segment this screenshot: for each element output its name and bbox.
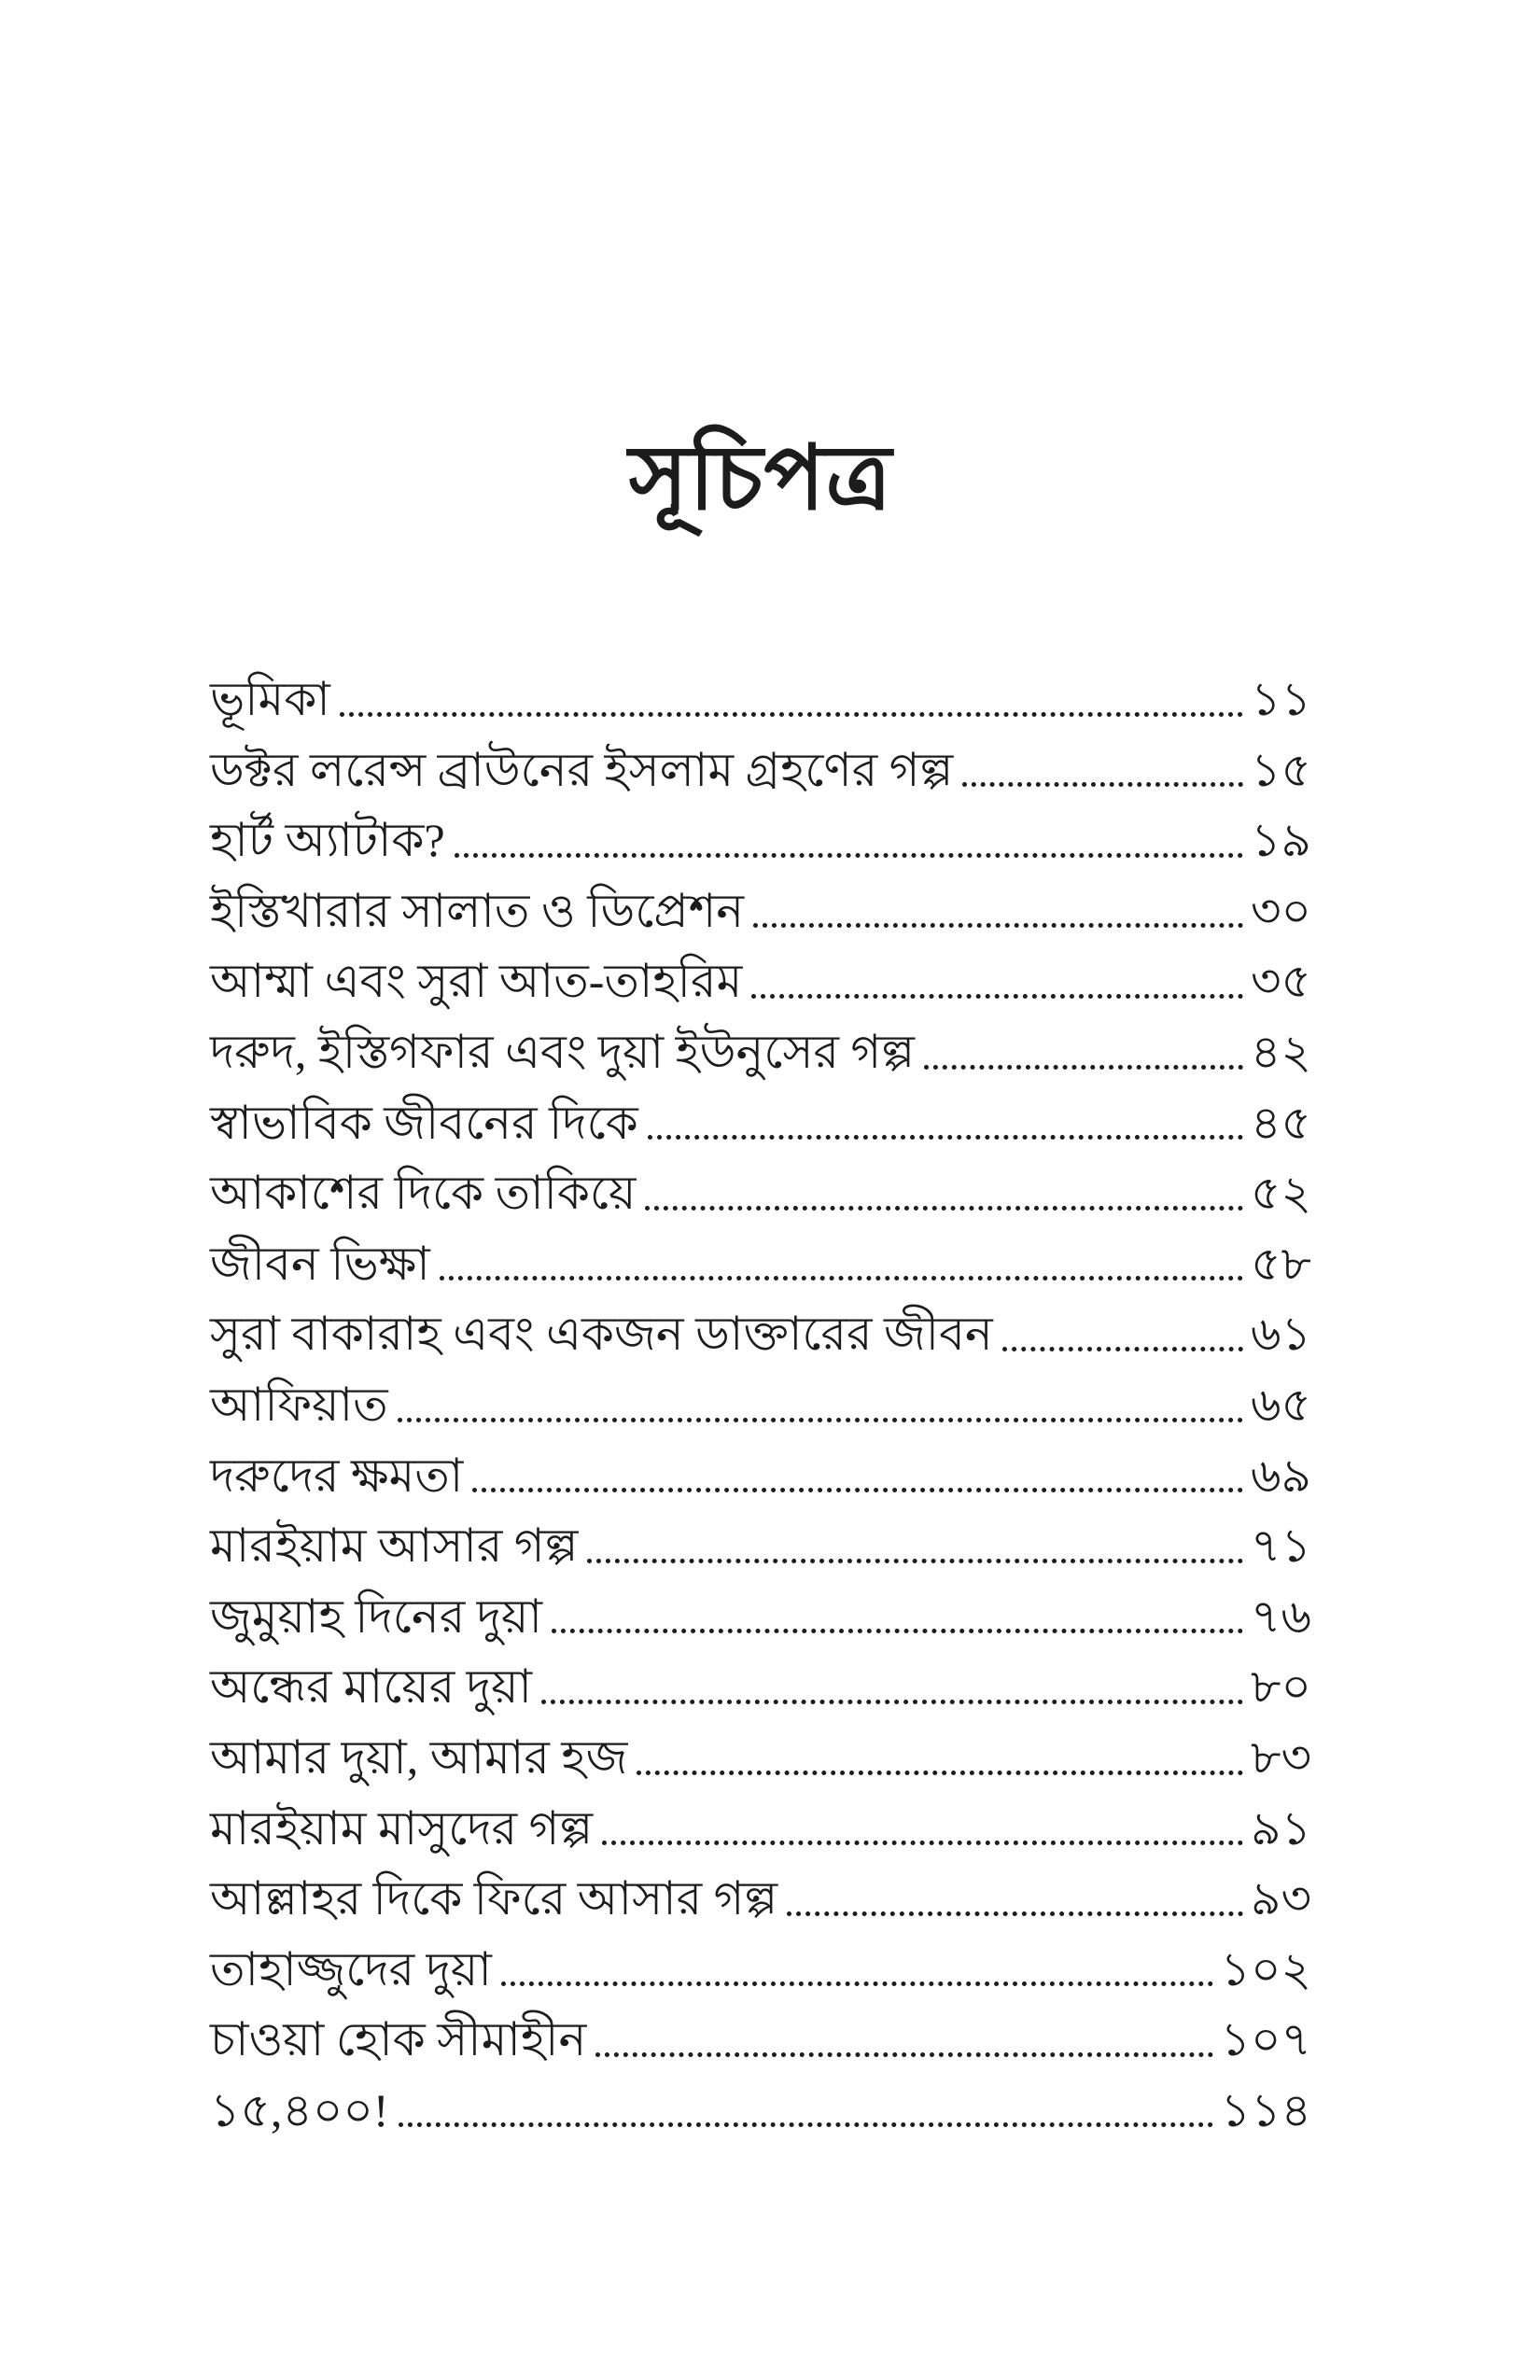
toc-entry-title: আল্লাহর দিকে ফিরে আসার গল্প xyxy=(210,1872,778,1925)
toc-entry-title: অন্ধের মায়ের দুয়া xyxy=(210,1660,533,1714)
toc-entry-title: তাহাজ্জুদের দুয়া xyxy=(210,1942,492,1995)
toc-entry-page-number: ৬৯ xyxy=(1251,1449,1311,1502)
toc-entry xyxy=(210,2065,1311,2135)
toc-entry xyxy=(210,724,1311,795)
dotted-leader xyxy=(455,853,1243,858)
toc-entry-title: ভূমিকা xyxy=(210,673,330,726)
toc-entry-title: আম্মা এবং সুরা আত-তাহরিম xyxy=(210,955,743,1008)
toc-entry-title: ইস্তিখারার সালাত ও ডিপ্রেশন xyxy=(210,884,745,937)
toc-entry-page-number: ৭১ xyxy=(1251,1519,1311,1573)
toc-entry-page-number: ১৯ xyxy=(1251,814,1311,867)
dotted-leader xyxy=(645,1206,1243,1211)
toc-entry xyxy=(210,1500,1311,1571)
toc-entry xyxy=(210,1712,1311,1783)
toc-entry-page-number: ১৫ xyxy=(1251,743,1311,796)
toc-entry-title: চাওয়া হোক সীমাহীন xyxy=(210,2013,587,2066)
toc-entry-title: মারইয়াম মাসুদের গল্প xyxy=(210,1801,594,1855)
toc-entry-page-number: ১১৪ xyxy=(1220,2083,1311,2136)
dotted-leader xyxy=(924,1065,1243,1070)
toc-entry-title: হার্ট অ্যাটাক? xyxy=(210,814,445,867)
toc-entry-page-number: ৬৫ xyxy=(1251,1379,1311,1432)
toc-entry-page-number: ৯৩ xyxy=(1251,1872,1311,1925)
dotted-leader xyxy=(602,1841,1243,1845)
toc-entry xyxy=(210,653,1311,724)
dotted-leader xyxy=(541,1700,1243,1704)
toc-entry-title: দরুদ, ইস্তিগফার এবং দুয়া ইউনুসের গল্প xyxy=(210,1026,915,1079)
toc-entry-title: ১৫,৪০০! xyxy=(210,2083,389,2136)
toc-entry-page-number: ৬১ xyxy=(1251,1308,1311,1361)
toc-entry xyxy=(210,1218,1311,1289)
dotted-leader xyxy=(1002,1347,1243,1351)
toc-entry xyxy=(210,1288,1311,1359)
toc-entry xyxy=(210,935,1311,1006)
toc-entry-page-number: ৭৬ xyxy=(1250,1589,1311,1643)
toc-entry xyxy=(210,1077,1311,1148)
toc-entry-title: স্বাভাবিক জীবনের দিকে xyxy=(210,1096,638,1149)
toc-entry-title: আকাশের দিকে তাকিয়ে xyxy=(210,1167,637,1220)
toc-entry-page-number: ৮৩ xyxy=(1251,1731,1311,1784)
toc-entry-title: আফিয়াত xyxy=(210,1379,388,1432)
toc-entry xyxy=(210,1430,1311,1501)
dotted-leader xyxy=(472,1488,1243,1492)
toc-entry-page-number: ১০৭ xyxy=(1220,2013,1311,2066)
dotted-leader xyxy=(398,1418,1243,1422)
toc-entry-page-number: ৩৫ xyxy=(1251,955,1311,1008)
toc-entry xyxy=(210,1359,1311,1430)
toc-entry xyxy=(210,1924,1311,1995)
toc-entry xyxy=(210,1853,1311,1924)
dotted-leader xyxy=(501,1981,1213,1986)
toc-list xyxy=(210,653,1311,2135)
toc-entry-page-number: ৪২ xyxy=(1251,1026,1311,1079)
toc-entry-page-number: ৩০ xyxy=(1250,884,1311,937)
dotted-leader xyxy=(787,1911,1243,1916)
toc-entry-title: আমার দুয়া, আমার হজ xyxy=(210,1731,628,1784)
toc-entry xyxy=(210,865,1311,936)
toc-entry-page-number: ৪৫ xyxy=(1251,1096,1311,1149)
dotted-leader xyxy=(648,1135,1243,1140)
toc-entry-title: ডক্টর লরেন্স ব্রাউনের ইসলাম গ্রহণের গল্প xyxy=(210,743,954,796)
toc-entry-page-number: ৫৮ xyxy=(1251,1237,1311,1290)
toc-entry-page-number: ৫২ xyxy=(1251,1167,1311,1220)
dotted-leader xyxy=(399,2122,1213,2127)
dotted-leader xyxy=(440,1276,1243,1281)
toc-entry-title: দরুদের ক্ষমতা xyxy=(210,1449,464,1502)
dotted-leader xyxy=(340,712,1243,717)
dotted-leader xyxy=(595,2052,1212,2057)
toc-entry xyxy=(210,1006,1311,1077)
toc-entry-page-number: ১০২ xyxy=(1220,1942,1311,1995)
toc-entry xyxy=(210,1571,1311,1642)
toc-entry-page-number: ৯১ xyxy=(1251,1801,1311,1855)
dotted-leader xyxy=(587,1559,1243,1563)
dotted-leader xyxy=(637,1771,1243,1775)
toc-entry xyxy=(210,1783,1311,1854)
toc-entry-page-number: ১১ xyxy=(1251,673,1311,726)
toc-entry xyxy=(210,1641,1311,1712)
toc-entry-title: মারইয়াম আসার গল্প xyxy=(210,1519,579,1573)
dotted-leader xyxy=(753,923,1243,928)
toc-entry xyxy=(210,1994,1311,2065)
toc-entry xyxy=(210,1147,1311,1218)
dotted-leader xyxy=(751,994,1243,999)
toc-entry-title: জুমুয়াহ দিনের দুয়া xyxy=(210,1589,542,1643)
page-title: সূচিপত্র xyxy=(628,428,893,528)
dotted-leader xyxy=(962,782,1243,787)
toc-entry-page-number: ৮০ xyxy=(1251,1660,1311,1714)
dotted-leader xyxy=(552,1629,1243,1633)
toc-entry-title: সুরা বাকারাহ এবং একজন ডাক্তারের জীবন xyxy=(210,1308,993,1361)
toc-entry xyxy=(210,794,1311,865)
toc-entry-title: জীবন ভিক্ষা xyxy=(210,1237,430,1290)
